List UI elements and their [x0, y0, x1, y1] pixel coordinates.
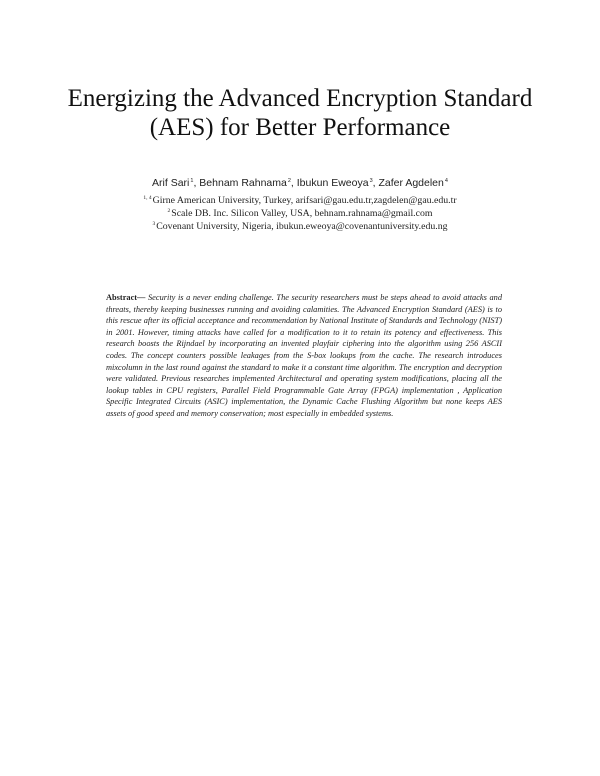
- author-name: Zafer Agdelen: [378, 177, 444, 189]
- affiliation: [60, 221, 540, 233]
- title-line-2: (AES) for Better Performance: [149, 114, 451, 141]
- title-line-1: Energizing the Advanced Encryption Standard: [67, 85, 533, 112]
- author-separator: ,: [193, 177, 200, 189]
- abstract-text: Security is a never ending challenge. The security researchers must be steps ahead to avoid attacks and threats, thereby keeping businesses running and avoiding calamities. The Advanced Encryption Standard (AES) is to this rescue after its official acceptance and recommendation by National Institute of Standards and Technology (NIST) in 2001. However, timing attacks have called for a modification to it to retain its potency and effectiveness. This research boosts the Rijndael by incorporating an invented playfair ciphering into the algorithm using 256 ASCII codes. The concept counters possible leakages from the S-box lookups from the cache. The research introduces mixcolumn in the last round against the standard to make it a constant time algorithm. The encryption and decryption were validated. Previous researches implemented Architectural and operating system modifications, placing all the lookup tables in CPU registers, Parallel Field Programmable Gate Array (FPGA) implementation , Application Specific Integrated Circuits (ASIC) implementation, the Dynamic Cache Flushing Algorithm but none keeps AES assets of good speed and memory conservation; most especially in embedded systems.: [106, 293, 502, 418]
- author-separator: ,: [372, 177, 379, 189]
- author-superscript: 2: [287, 178, 291, 184]
- abstract-label: Abstract—: [106, 293, 146, 302]
- affiliation: [60, 195, 540, 207]
- paper-title: [40, 84, 560, 142]
- author-name: Ibukun Eweoya: [296, 177, 369, 189]
- author-name: Behnam Rahnama: [199, 177, 287, 189]
- author-superscript: 4: [444, 178, 448, 184]
- affiliation-text: Girne American University, Turkey, arifsari@gau.edu.tr,zagdelen@gau.edu.tr: [152, 195, 457, 206]
- affiliation-superscript: 1, 4: [143, 195, 152, 201]
- author-superscript: 1: [190, 178, 194, 184]
- affiliation-text: Scale DB. Inc. Silicon Valley, USA, behnam.rahnama@gmail.com: [171, 208, 433, 219]
- abstract: [106, 292, 502, 420]
- affiliation-superscript: 3: [152, 221, 156, 227]
- author-list: [80, 176, 520, 190]
- author-separator: ,: [290, 177, 297, 189]
- author-name: Arif Sari: [152, 177, 190, 189]
- affiliation-text: Covenant University, Nigeria, ibukun.eweoya@covenantuniversity.edu.ng: [156, 221, 448, 232]
- author-superscript: 3: [369, 178, 373, 184]
- affiliation-superscript: 2: [167, 208, 171, 214]
- affiliation: [60, 208, 540, 220]
